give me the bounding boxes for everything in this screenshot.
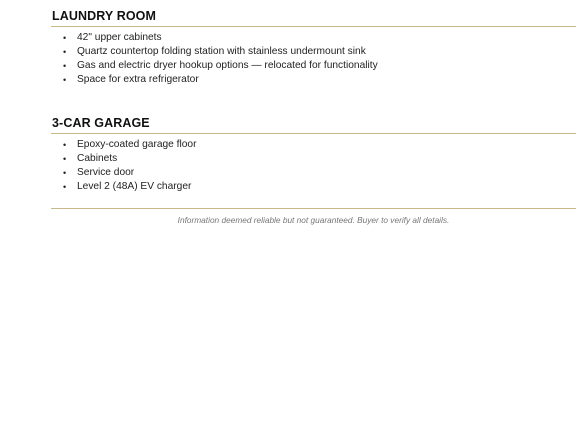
bullet-icon: • <box>63 47 67 57</box>
list-item: • Gas and electric dryer hookup options — relocated for functionality <box>63 60 378 71</box>
section-title: 3-CAR GARAGE <box>52 116 150 130</box>
footer-divider <box>51 208 576 209</box>
bullet-icon: • <box>63 140 67 150</box>
bullet-icon: • <box>63 154 67 164</box>
bullet-icon: • <box>63 168 67 178</box>
bullet-icon: • <box>63 61 67 71</box>
disclaimer: Information deemed reliable but not guaranteed. Buyer to verify all details. <box>177 215 450 225</box>
feature-list <box>51 138 576 194</box>
section-divider <box>51 26 576 27</box>
list-item: • Space for extra refrigerator <box>63 74 199 85</box>
list-item: • Service door <box>63 167 135 178</box>
bullet-icon: • <box>63 75 67 85</box>
list-item: • Quartz countertop folding station with stainless undermount sink <box>63 46 366 57</box>
list-item: • Epoxy-coated garage floor <box>63 139 197 150</box>
bullet-icon: • <box>63 33 67 43</box>
list-item: • 42" upper cabinets <box>63 32 162 43</box>
section-laundry-room <box>51 8 576 87</box>
list-item: • Level 2 (48A) EV charger <box>63 181 192 192</box>
section-divider <box>51 133 576 134</box>
list-item: • Cabinets <box>63 153 118 164</box>
section-title: LAUNDRY ROOM <box>52 9 156 23</box>
feature-list <box>51 31 576 87</box>
bullet-icon: • <box>63 182 67 192</box>
section-3-car-garage <box>51 115 576 194</box>
